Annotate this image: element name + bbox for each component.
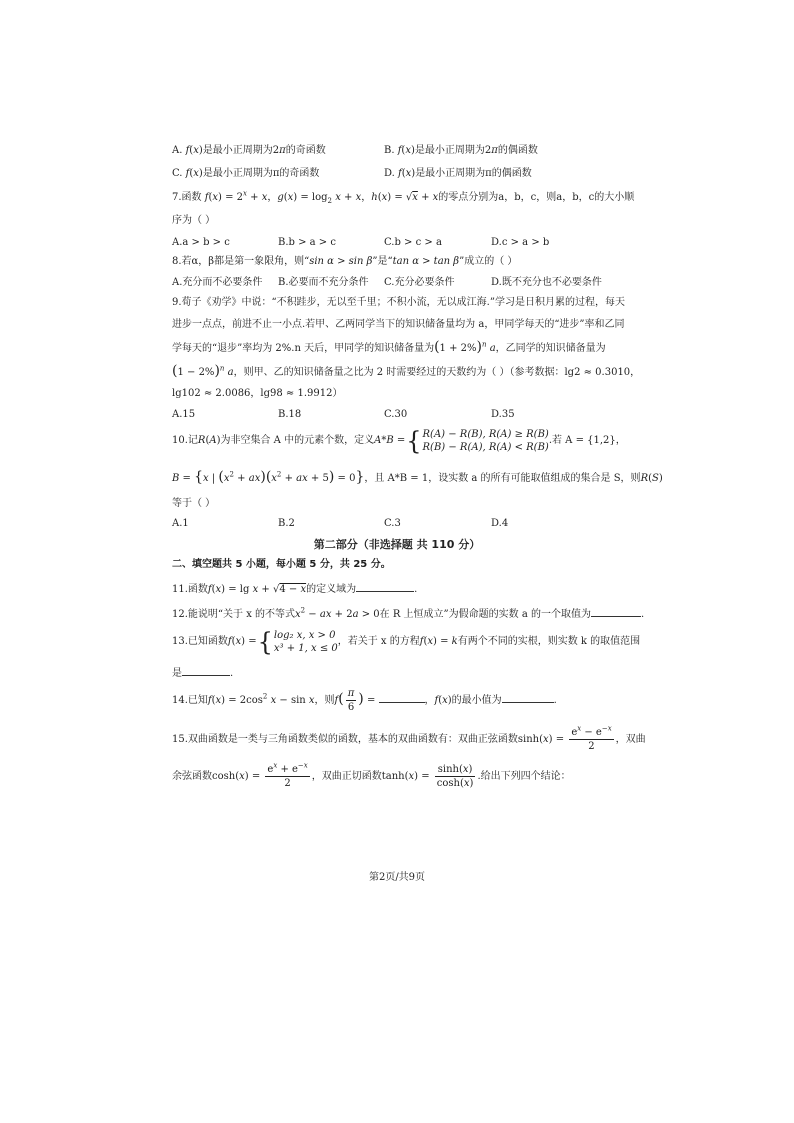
q7-option-b: B.b > a > c xyxy=(278,237,336,248)
q13-line2: 是 . xyxy=(172,665,233,681)
q10-option-a: A.1 xyxy=(172,518,189,529)
q6-option-d: D. f(x)是最小正周期为π的偶函数 xyxy=(384,168,532,179)
q6-option-b: B. f(x)是最小正周期为2π的偶函数 xyxy=(384,145,538,156)
q14-answer-blank-1[interactable] xyxy=(379,692,425,703)
part2-title: 第二部分（非选择题 共 110 分） xyxy=(313,538,481,551)
q10-line3: 等于（ ） xyxy=(172,498,216,509)
q8-option-d: D.既不充分也不必要条件 xyxy=(491,277,602,288)
q12-answer-blank[interactable] xyxy=(591,606,641,617)
q15-line1: 15.双曲函数是一类与三角函数类似的函数，基本的双曲函数有：双曲正弦函数sinh(x) = $\frac{e^x - e^{-x}}{2}$ ，双曲 xyxy=(172,724,646,752)
q7-option-c: C.b > c > a xyxy=(384,237,442,248)
q9-line5: lg102 ≈ 2.0086，lg98 ≈ 1.9912） xyxy=(172,388,343,399)
q9-option-b: B.18 xyxy=(278,409,302,420)
page-footer: 第2页/共9页 xyxy=(368,872,426,883)
q7-stem-line2: 序为（ ） xyxy=(172,215,216,226)
q10-option-c: C.3 xyxy=(384,518,401,529)
q10-line1: 10.记R(A)为非空集合 A 中的元素个数，定义A*B ={ R(A) − R(B), R(A) ≥ R(B) R(B) − R(A), R(A) < R(B) .若 A = {1,2}， xyxy=(172,425,626,456)
q10-line2: B = {x | $(x^2 + ax)(x^2$ + ax + 5) = 0}，且 A*B = 1，设实数 a 的所有可能取值组成的集合是 S，则R(S) xyxy=(172,469,663,485)
q15-line2: 余弦函数cosh(x) = $\frac{e^x + e^{-x}}{2}$ ，双曲正切函数tanh(x) = $\frac{\sinh(x)}{\cosh(x)}$ .给出下列四个结论： xyxy=(172,761,571,789)
q6-option-c: C. f(x)是最小正周期为π的奇函数 xyxy=(172,168,320,179)
q7-option-d: D.c > a > b xyxy=(491,237,550,248)
q7-stem: 7.函数 $f(x) = 2^x + x$，$g(x) = \log_2 x + x$，h(x) = √x + x的零点分别为a，b，c，则a，b，c的大小顺 xyxy=(172,189,635,205)
q9-line1: 9.荀子《劝学》中说：“不积跬步，无以至千里；不积小流，无以成江海.”学习是日积月累的过程，每天 xyxy=(172,297,625,308)
q11-answer-blank[interactable] xyxy=(356,581,414,592)
q9-option-d: D.35 xyxy=(491,409,515,420)
q9-option-a: A.15 xyxy=(172,409,196,420)
q11: 11.函数f(x) = lg x + √4 − x的定义域为 . xyxy=(172,581,417,597)
q10-option-b: B.2 xyxy=(278,518,295,529)
section2-heading: 二、填空题共 5 小题，每小题 5 分，共 25 分。 xyxy=(172,559,391,570)
q13-answer-blank[interactable] xyxy=(182,665,230,676)
q9-line4: $(1 - 2\%)^n$ a，则甲、乙的知识储备量之比为 2 时需要经过的天数约为（ ）（参考数据：lg2 ≈ 0.3010， xyxy=(172,363,641,379)
q8-option-c: C.充分必要条件 xyxy=(384,277,455,288)
q9-line3: 学每天的“退步”率均为 2%.n 天后，甲同学的知识储备量为$(1 + 2\%)^n$ a，乙同学的知识储备量为 xyxy=(172,339,606,355)
q14: 14.已知$f(x) = 2\cos^2$ x − sin x，则f( $\frac{\pi}{6}$ ) = ，f(x)的最小值为 . xyxy=(172,688,557,713)
q7-option-a: A.a > b > c xyxy=(172,237,230,248)
q9-line2: 进步一点点，前进不止一小点.若甲、乙两同学当下的知识储备量均为 a，甲同学每天的“进步”率和乙同 xyxy=(172,319,625,330)
q8-option-b: B.必要而不充分条件 xyxy=(278,277,369,288)
q12: 12.能说明“关于 x 的不等式$x^2$ − ax + 2a > 0在 R 上恒成立”为假命题的实数 a 的一个取值为 . xyxy=(172,606,645,620)
q9-option-c: C.30 xyxy=(384,409,408,420)
q14-answer-blank-2[interactable] xyxy=(502,692,554,703)
q8-stem: 8.若α，β都是第一象限角，则“sin α > sin β”是“tan α > tan β”成立的（ ） xyxy=(172,256,518,267)
q10-option-d: D.4 xyxy=(491,518,509,529)
q6-option-a: A. f(x)是最小正周期为2π的奇函数 xyxy=(172,145,326,156)
q13-line1: 13.已知函数f(x) ={ log₂ x, x > 0 x³ + 1, x ≤ 0 ，若关于 x 的方程f(x) = k有两个不同的实根，则实数 k 的取值范围 xyxy=(172,626,641,657)
q8-option-a: A.充分而不必要条件 xyxy=(172,277,263,288)
